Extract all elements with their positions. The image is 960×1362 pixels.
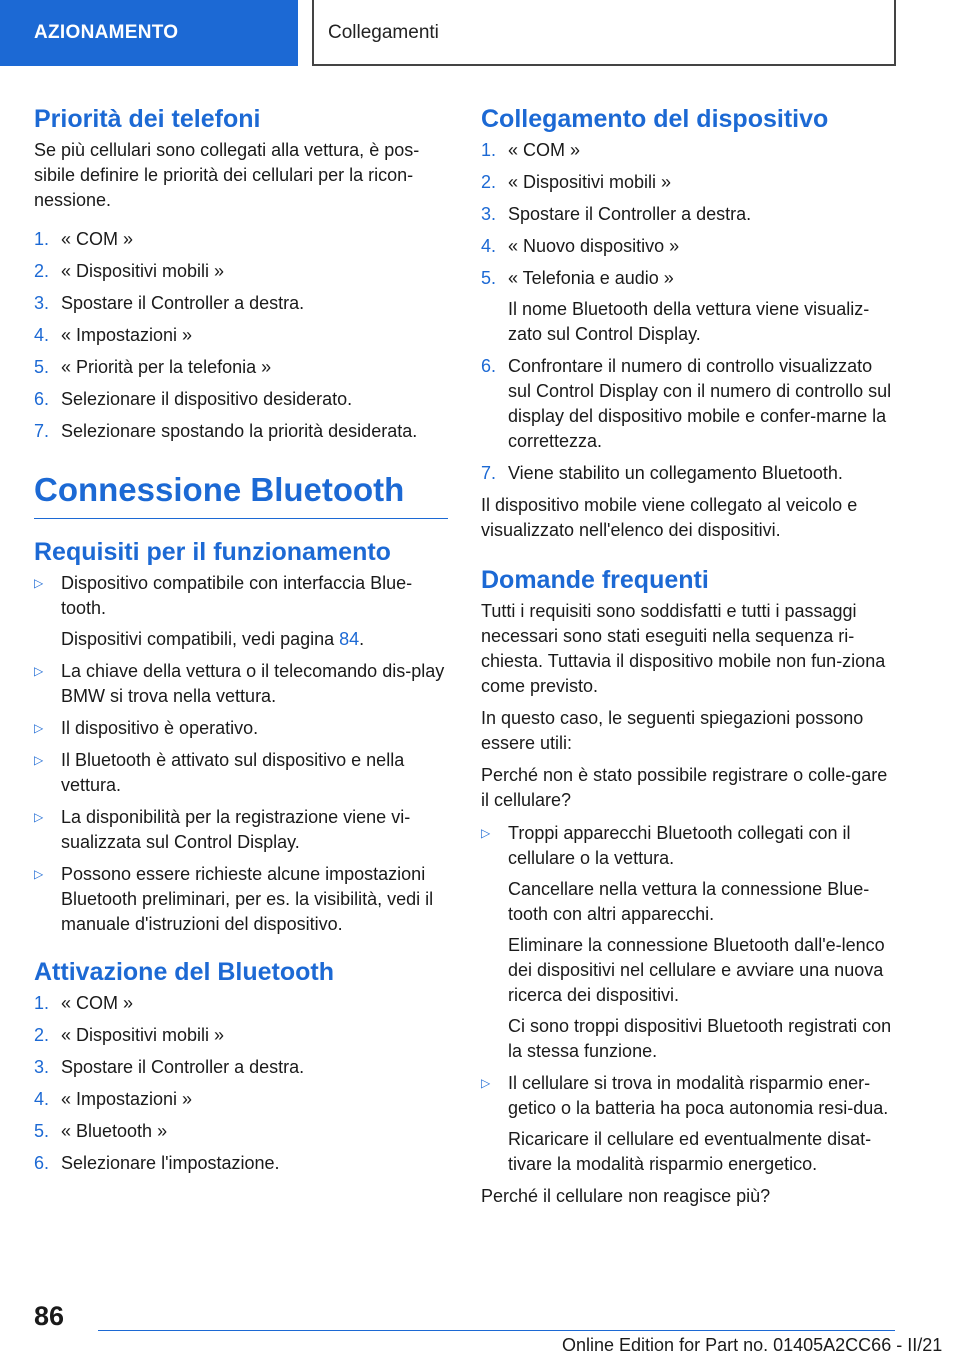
step-text: « Impostazioni » [61,325,193,345]
step-number: 5. [34,357,50,377]
step-number: 1. [34,993,50,1013]
list-item [34,1023,448,1048]
list-item [34,291,448,316]
step-number: 2. [34,1025,50,1045]
step-text: Selezionare l'impostazione. [61,1153,280,1173]
bullet-text: Dispositivo compatibile con interfaccia Blue-tooth. [61,573,413,618]
list-item [34,355,448,380]
step-text: « Dispositivi mobili » [61,1025,225,1045]
bullet-text: La disponibilità per la registrazione viene vi-sualizzata sul Control Display. [61,807,411,852]
step-text: « COM » [61,993,134,1013]
subtext: Dispositivi compatibili, vedi pagina [61,629,340,649]
page-header [0,0,960,70]
step-number: 6. [34,1153,50,1173]
step-number: 6. [481,356,497,376]
step-number: 2. [481,172,497,192]
step-number: 6. [34,389,50,409]
list-item [481,266,896,347]
step-number: 1. [481,140,497,160]
step-number: 4. [34,1089,50,1109]
step-text: « Dispositivi mobili » [61,261,225,281]
step-text: « Telefonia e audio » [508,268,674,288]
triangle-bullet-icon: ▷ [34,721,44,735]
list-item [34,227,448,252]
bullet-subtext: Eliminare la connessione Bluetooth dall'e-lenco dei dispositivi nel cellulare e avviare una nuova ricerca dei dispositivi. [508,935,885,1005]
faq-paragraph-2: In questo caso, le seguenti spiegazioni possono essere utili: [481,708,864,753]
step-text: « COM » [508,140,581,160]
step-text: « Priorità per la telefonia » [61,357,272,377]
step-text: « COM » [61,229,134,249]
list-item [34,1119,448,1144]
bullet-text: Possono essere richieste alcune impostazioni Bluetooth preliminari, per es. la visibilità, vedi il manuale d'istruzioni del dispositivo. [61,864,434,934]
list-item [481,821,896,1064]
triangle-bullet-icon: ▷ [481,1076,491,1090]
list-item [34,323,448,348]
bullet-text: Il cellulare si trova in modalità risparmio ener-getico o la batteria ha poca autonomia resi-dua. [508,1073,889,1118]
list-item [34,862,448,937]
step-number: 3. [34,293,50,313]
list-item [481,1071,896,1177]
triangle-bullet-icon: ▷ [34,664,44,678]
step-number: 4. [34,325,50,345]
list-item [34,1087,448,1112]
bullet-subtext [61,627,448,652]
step-text: Spostare il Controller a destra. [508,204,752,224]
footer-divider [98,1330,895,1331]
step-text: « Bluetooth » [61,1121,168,1141]
chapter-tab: Collegamenti [312,0,896,66]
list-item [34,1055,448,1080]
step-number: 5. [34,1121,50,1141]
bluetooth-heading: Connessione Bluetooth [34,466,448,519]
step-number: 1. [34,229,50,249]
list-item [481,138,896,163]
left-column [34,100,448,1183]
step-number: 5. [481,268,497,288]
requirements-list [34,571,448,937]
list-item [34,805,448,855]
list-item [34,419,448,444]
step-text: Spostare il Controller a destra. [61,1057,305,1077]
triangle-bullet-icon: ▷ [34,753,44,767]
subtext-end: . [359,629,365,649]
step-text: Confrontare il numero di controllo visualizzato sul Control Display con il numero di controllo sul display del dispositivo mobile e confer-marne la correttezza. [508,356,892,451]
priority-steps [34,227,448,444]
bullet-subtext: Ci sono troppi dispositivi Bluetooth registrati con la stessa funzione. [508,1016,892,1061]
faq-heading: Domande frequenti [481,566,709,594]
list-item [34,991,448,1016]
requirements-heading: Requisiti per il funzionamento [34,538,391,566]
faq-question-2: Perché il cellulare non reagisce più? [481,1186,771,1206]
step-text: « Dispositivi mobili » [508,172,672,192]
step-text: Selezionare il dispositivo desiderato. [61,389,353,409]
bullet-text: Troppi apparecchi Bluetooth collegati con il cellulare o la vettura. [508,823,851,868]
step-text: Viene stabilito un collegamento Bluetooth. [508,463,843,483]
section-tab: AZIONAMENTO [0,0,298,66]
step-text: « Impostazioni » [61,1089,193,1109]
bullet-text: La chiave della vettura o il telecomando dis-play BMW si trova nella vettura. [61,661,445,706]
priority-intro: Se più cellulari sono collegati alla vettura, è pos-sibile definire le priorità dei cellulari per la ricon-nessione. [34,140,420,210]
step-text: Spostare il Controller a destra. [61,293,305,313]
list-item [34,387,448,412]
list-item [34,659,448,709]
connection-steps [481,138,896,486]
bullet-subtext: Cancellare nella vettura la connessione Blue-tooth con altri apparecchi. [508,879,870,924]
list-item [481,354,896,454]
step-number: 2. [34,261,50,281]
faq-paragraph-1: Tutti i requisiti sono soddisfatti e tutti i passaggi necessari sono stati eseguiti nella sequenza ri-chiesta. Tuttavia il dispositivo mobile non fun-ziona come previsto. [481,601,886,696]
bullet-text: Il dispositivo è operativo. [61,718,259,738]
activation-steps [34,991,448,1176]
activation-heading: Attivazione del Bluetooth [34,958,334,986]
triangle-bullet-icon: ▷ [34,867,44,881]
list-item [34,748,448,798]
list-item [34,1151,448,1176]
edition-text: Online Edition for Part no. 01405A2CC66 - II/21 [562,1335,943,1355]
list-item [34,259,448,284]
faq-question-1: Perché non è stato possibile registrare o colle-gare il cellulare? [481,765,888,810]
faq-list [481,821,896,1177]
list-item [481,170,896,195]
step-number: 3. [481,204,497,224]
priority-heading: Priorità dei telefoni [34,105,261,133]
step-number: 7. [34,421,50,441]
page-number: 86 [34,1301,65,1331]
step-number: 3. [34,1057,50,1077]
list-item [34,716,448,741]
list-item [34,571,448,652]
triangle-bullet-icon: ▷ [34,810,44,824]
page-link[interactable]: 84 [339,629,360,649]
list-item [481,461,896,486]
triangle-bullet-icon: ▷ [481,826,491,840]
right-column [481,100,896,1209]
bullet-subtext: Ricaricare il cellulare ed eventualmente disat-tivare la modalità risparmio energetico. [508,1129,872,1174]
step-number: 7. [481,463,497,483]
list-item [481,234,896,259]
step-text: « Nuovo dispositivo » [508,236,680,256]
list-item [481,202,896,227]
connection-heading: Collegamento del dispositivo [481,105,829,133]
bullet-text: Il Bluetooth è attivato sul dispositivo e nella vettura. [61,750,405,795]
connection-outro: Il dispositivo mobile viene collegato al veicolo e visualizzato nell'elenco dei dispositivi. [481,495,858,540]
step-text: Selezionare spostando la priorità desiderata. [61,421,418,441]
step-subtext: Il nome Bluetooth della vettura viene visualiz-zato sul Control Display. [508,299,870,344]
step-number: 4. [481,236,497,256]
triangle-bullet-icon: ▷ [34,576,44,590]
